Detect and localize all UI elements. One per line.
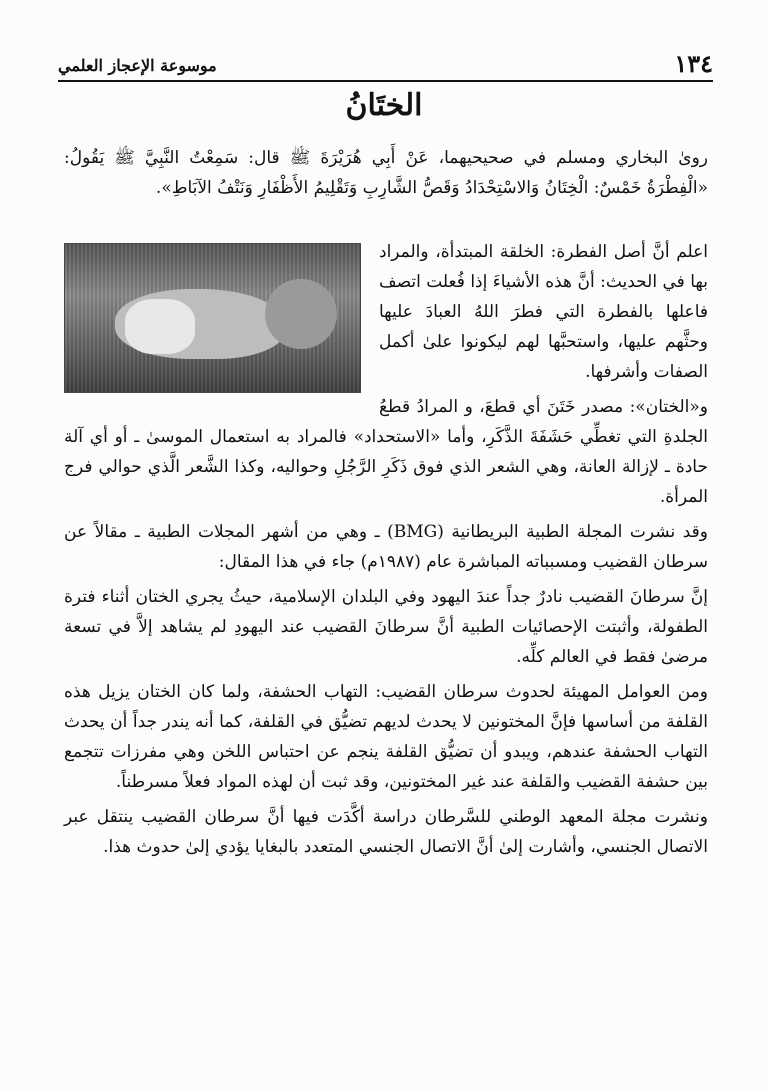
infant-head-shape [265, 279, 337, 349]
diaper-shape [125, 299, 195, 354]
paragraph: إنَّ سرطانَ القضيب نادرٌ جداً عندَ اليهود وفي البلدان الإسلامية، حيثُ يجري الختان أثناء فترة الطفولة، وأثبتت الإحصائيات الطبية أنَّ سرطانَ القضيب عند اليهودِ لم يشاهد إلاَّ في تسعة مرضىٰ فقط في العالم كلِّه. [64, 587, 708, 667]
page-header [58, 50, 713, 82]
paragraph: ومن العوامل المهيئة لحدوث سرطان القضيب: التهاب الحشفة، ولما كان الختان يزيل هذه القلفة من أساسها فإنَّ المختونين لا يحدث لديهم تضيُّق في القلفة، كما أنه يندر جداً أن يحدث التهاب الحشفة عندهم، ويبدو أن تضيُّق القلفة ينجم عن احتباس اللخن وهي مفرزات تتجمع بين حشفة القضيب والقلفة عند غير المختونين، وقد ثبت أن لهذه المواد فعلاً مسرطناً. [64, 682, 708, 792]
paragraph: اعلم أنَّ أصل الفطرة: الخلقة المبتدأة، والمراد بها في الحديث: أنَّ هذه الأشياءَ إذا فُعلت اتصف فاعلها بالفطرة التي فطرَ اللهُ العبادَ عليها وحثَّهم عليها، واستحبَّها لهم ليكونوا علىٰ أكمل الصفات وأشرفها. [379, 242, 708, 382]
photo-sleeping-infant-icon [64, 243, 361, 393]
section-title: الختَانُ [345, 88, 423, 123]
body-text [64, 237, 708, 867]
hadith-intro [64, 143, 708, 208]
paragraph: ونشرت مجلة المعهد الوطني للسَّرطان دراسة أكَّدَت فيها أنَّ سرطان القضيب ينتقل عبر الاتصال الجنسي، وأشارت إلىٰ أنَّ الاتصال الجنسي المتعدد بالبغايا يؤدي إلىٰ حدوث هذا. [64, 807, 708, 857]
running-title: موسوعة الإعجاز العلمي [58, 56, 217, 75]
paragraph: و«الختان»: مصدر خَتَنَ أي قطعَ، و المرادُ قطعُ الجلدةِ التي تغطِّي حَشَفَةَ الذَّكَرِ، وأما «الاستحداد» فالمراد به استعمال الموسىٰ ـ أو أي آلة حادة ـ لإزالة العانة، وهي الشعر الذي فوق ذَكَرِ الرَّجُلِ وحواليه، وكذا الشَّعر الَّذي حوالي فرج المرأة. [64, 397, 708, 507]
page-number: ١٣٤ [674, 49, 713, 78]
intro-paragraph: روىٰ البخاري ومسلم في صحيحيهما، عَنْ أَبِي هُرَيْرَةَ ﷺ قال: سَمِعْتُ النَّبِيَّ ﷺ يَقُولُ: «الْفِطْرَةُ خَمْسٌ: الْخِتَانُ وَالاسْتِحْدَادُ وَقَصُّ الشَّارِبِ وَتَقْلِيمُ الأَظْفَارِ وَنَتْفُ الآبَاطِ». [64, 148, 708, 198]
paragraph: وقد نشرت المجلة الطبية البريطانية (BMG) ـ وهي من أشهر المجلات الطبية ـ مقالاً عن سرطان القضيب ومسبباته المباشرة عام (١٩٨٧م) جاء في هذا المقال: [64, 522, 709, 572]
